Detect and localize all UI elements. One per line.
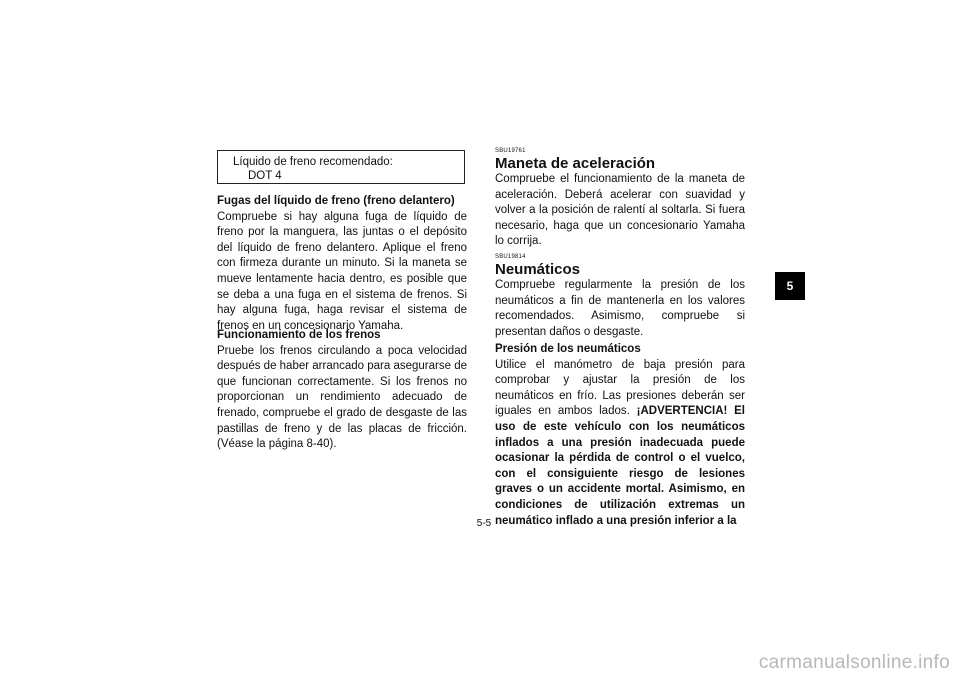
page-number: 5-5: [476, 518, 492, 529]
throttle-heading: Maneta de aceleración: [495, 155, 656, 172]
watermark: carmanualsonline.info: [758, 652, 950, 673]
recommended-brake-fluid-box: [217, 150, 465, 184]
tire-pressure-text: [495, 358, 745, 530]
tires-text: Compruebe regularmente la presión de los neumáticos a fin de mantenerla en los valores recomendados. Asimismo, compruebe si presentan daños o desgaste.: [495, 279, 745, 338]
tire-pressure-warning: ¡ADVERTENCIA! El uso de este vehículo con los neumáticos inflados a una presión inadecuada puede ocasionar la pérdida de control o el vuelco, con el consiguiente riesgo de lesiones graves o un accidente mortal. Asimismo, en condiciones de utilización extremas un neumático inflado a una presión inferior a la: [495, 405, 746, 527]
tire-pressure-body: Utilice el manómetro de baja presión para comprobar y ajustar la presión de los neumáticos en frío. Las presiones deberán ser iguales en ambos lados.: [495, 358, 745, 418]
tires-heading: Neumáticos: [495, 261, 581, 278]
brake-fluid-leak-text: Compruebe si hay alguna fuga de líquido de freno por la manguera, las juntas o el depósito del líquido de freno delantero. Aplique el freno con firmeza durante un minuto. Si la maneta se mueve lentamente hacia dentro, es posible que se deba a una fuga en el sistema de frenos. Si hay alguna fuga, haga revisar el sistema de frenos en un concesionario Yamaha.: [217, 210, 467, 332]
brake-operation-text: Pruebe los frenos circulando a poca velocidad después de haber arrancado para asegurarse de que funcionan correctamente. Si los frenos no proporcionan un rendimiento adecuado de frenado, compruebe el grado de desgaste de las pastillas de freno y de las placas de fricción. (Véase la página 8-40).: [217, 344, 467, 451]
tire-pressure-heading: Presión de los neumáticos: [495, 343, 641, 355]
box-line-2: DOT 4: [248, 170, 282, 182]
brake-operation-section: [217, 328, 467, 453]
section-code-throttle: SBU19761: [495, 148, 526, 154]
brake-operation-heading: Funcionamiento de los frenos: [217, 329, 381, 341]
brake-fluid-leak-section: [217, 194, 467, 334]
tire-pressure-section: [495, 342, 745, 529]
throttle-section: [495, 147, 745, 250]
throttle-text: Compruebe el funcionamiento de la maneta de aceleración. Deberá acelerar con suavidad y volver a la posición de ralentí al soltarla. Si fuera necesario, haga que un concesionario Yamaha lo corrija.: [495, 173, 745, 248]
section-code-tires: SBU19814: [495, 254, 526, 260]
box-line-1: Líquido de freno recomendado:: [233, 156, 393, 168]
brake-fluid-leak-heading: Fugas del líquido de freno (freno delantero): [217, 195, 455, 207]
chapter-tab: 5: [775, 272, 805, 300]
tires-section: [495, 253, 745, 340]
